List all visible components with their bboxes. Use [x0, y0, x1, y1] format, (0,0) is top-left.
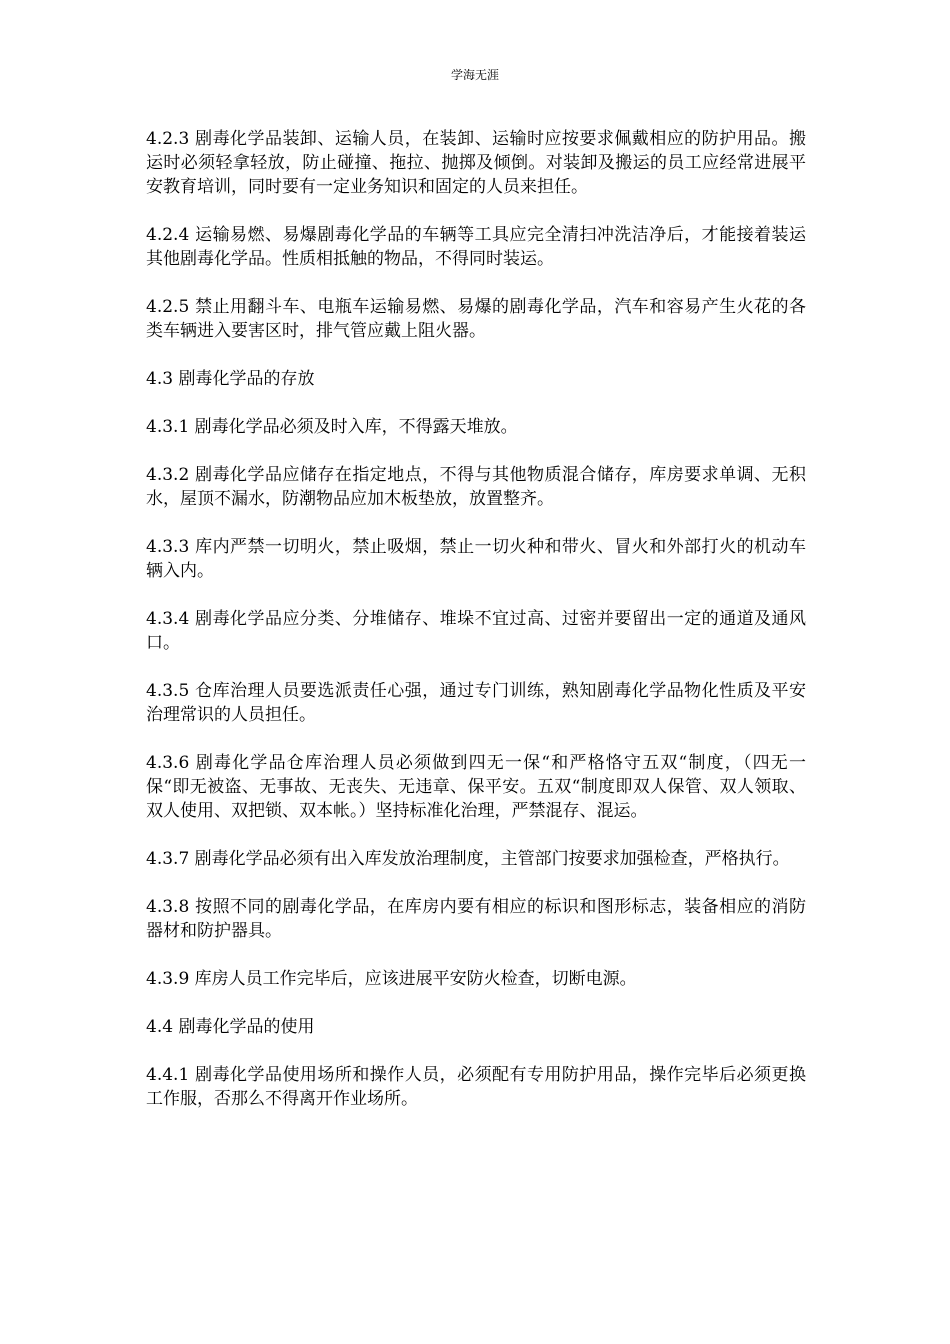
page-header: 学海无涯 — [450, 68, 499, 82]
paragraph-4-3-1: 4.3.1 剧毒化学品必须及时入库，不得露天堆放。 — [146, 417, 518, 437]
paragraph-4-3-8: 4.3.8 按照不同的剧毒化学品，在库房内要有相应的标识和图形标志，装备相应的消防器材和防护器具。 — [146, 897, 806, 941]
paragraph-4-3-4: 4.3.4 剧毒化学品应分类、分堆储存、堆垛不宜过高、过密并要留出一定的通道及通风口。 — [146, 609, 806, 653]
paragraph-4-2-5: 4.2.5 禁止用翻斗车、电瓶车运输易燃、易爆的剧毒化学品，汽车和容易产生火花的各类车辆进入要害区时，排气管应戴上阻火器。 — [146, 297, 806, 341]
document-body — [146, 127, 806, 1135]
paragraph-4-3-2: 4.3.2 剧毒化学品应储存在指定地点，不得与其他物质混合储存，库房要求单调、无积水，屋顶不漏水，防潮物品应加木板垫放，放置整齐。 — [146, 465, 806, 509]
paragraph-4-3-3: 4.3.3 库内严禁一切明火，禁止吸烟，禁止一切火种和带火、冒火和外部打火的机动车辆入内。 — [146, 537, 806, 581]
section-heading-4-4: 4.4 剧毒化学品的使用 — [146, 1017, 315, 1037]
section-heading-4-3: 4.3 剧毒化学品的存放 — [146, 369, 315, 389]
paragraph-4-3-6: 4.3.6 剧毒化学品仓库治理人员必须做到四无一保“和严格恪守五双“制度，（四无一保“即无被盗、无事故、无丧失、无违章、保平安。五双“制度即双人保管、双人领取、双人使用、双把锁、双本帐。）坚持标准化治理，严禁混存、混运。 — [146, 753, 806, 821]
paragraph-4-3-7: 4.3.7 剧毒化学品必须有出入库发放治理制度，主管部门按要求加强检查，严格执行。 — [146, 849, 790, 869]
paragraph-4-3-9: 4.3.9 库房人员工作完毕后，应该进展平安防火检查，切断电源。 — [146, 969, 637, 989]
paragraph-4-4-1: 4.4.1 剧毒化学品使用场所和操作人员，必须配有专用防护用品，操作完毕后必须更换工作服，否那么不得离开作业场所。 — [146, 1065, 806, 1109]
paragraph-4-2-4: 4.2.4 运输易燃、易爆剧毒化学品的车辆等工具应完全清扫冲洗洁净后，才能接着装运其他剧毒化学品。性质相抵触的物品，不得同时装运。 — [146, 225, 806, 269]
paragraph-4-2-3: 4.2.3 剧毒化学品装卸、运输人员，在装卸、运输时应按要求佩戴相应的防护用品。搬运时必须轻拿轻放，防止碰撞、拖拉、抛掷及倾倒。对装卸及搬运的员工应经常进展平安教育培训，同时要有一定业务知识和固定的人员来担任。 — [146, 129, 806, 197]
paragraph-4-3-5: 4.3.5 仓库治理人员要选派责任心强，通过专门训练，熟知剧毒化学品物化性质及平安治理常识的人员担任。 — [146, 681, 806, 725]
